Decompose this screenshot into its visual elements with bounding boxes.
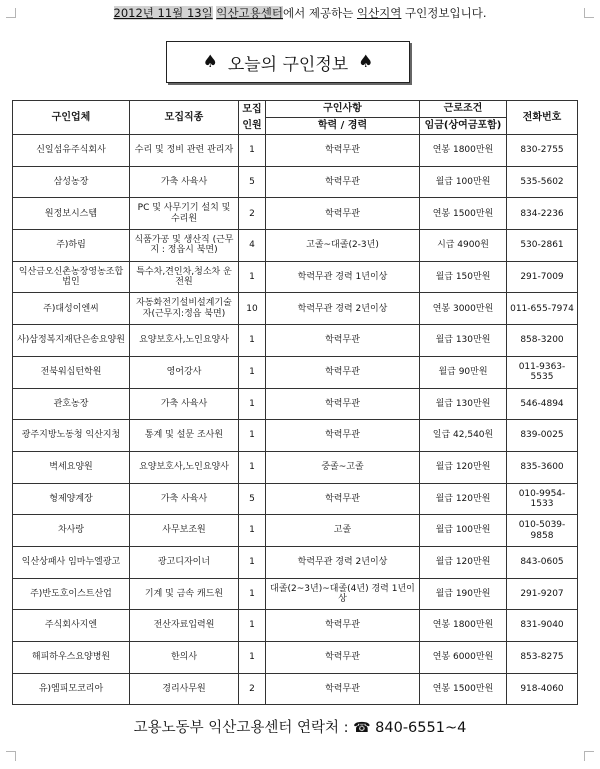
cell-pay: 월급 90만원 [420,356,507,388]
header-job-type: 모집직종 [130,101,239,135]
cell-count: 1 [239,356,266,388]
header-company: 구인업체 [13,101,130,135]
table-row [13,135,578,167]
cell-company: 해피하우스요양병원 [13,642,130,674]
header-date: 2012년 11월 13일 [113,6,213,20]
cell-requirement: 학력무관 [266,135,420,167]
cell-job-type: 가축 사육사 [130,388,239,420]
cell-phone: 291-9207 [507,578,578,610]
cell-company: 사)삼정복지재단은송요양원 [13,325,130,357]
cell-requirement: 학력무관 [266,610,420,642]
cell-requirement: 학력무관 [266,420,420,452]
table-row [13,515,578,547]
cell-phone: 831-9040 [507,610,578,642]
cell-company: 차사랑 [13,515,130,547]
cell-requirement: 학력무관 경력 2년이상 [266,293,420,325]
cell-phone: 546-4894 [507,388,578,420]
table-row [13,451,578,483]
cell-phone: 011-9363-5535 [507,356,578,388]
header-requirement: 구인사항 [266,101,420,118]
table-row [13,388,578,420]
table-row [13,673,578,705]
cell-count: 5 [239,483,266,515]
cell-pay: 연봉 3000만원 [420,293,507,325]
cell-pay: 월급 100만원 [420,515,507,547]
cell-pay: 월급 120만원 [420,483,507,515]
table-row [13,420,578,452]
footer-text: 고용노동부 익산고용센터 연락처 : [133,720,354,736]
cell-pay: 월급 130만원 [420,388,507,420]
cell-pay: 월급 120만원 [420,451,507,483]
cell-count: 1 [239,578,266,610]
cell-phone: 858-3200 [507,325,578,357]
cell-pay: 연봉 1500만원 [420,198,507,230]
cell-company: 주)반도호이스트산업 [13,578,130,610]
cell-company: 익산금오신촌농장영농조합법인 [13,261,130,293]
spade-icon-left: ♠ [202,51,218,72]
phone-icon: ☎ [353,720,371,736]
cell-count: 2 [239,198,266,230]
cell-count: 1 [239,261,266,293]
corner-mark-bottom-right [584,751,594,761]
header-count-bottom: 인원 [239,118,266,135]
header-conditions: 근로조건 [420,101,507,118]
cell-phone: 291-7009 [507,261,578,293]
header-count-top: 모집 [239,101,266,118]
cell-company: 광주지방노동청 익산지청 [13,420,130,452]
table-row [13,230,578,262]
table-row [13,325,578,357]
cell-company: 형제양계장 [13,483,130,515]
cell-requirement: 고졸~대졸(2-3년) [266,230,420,262]
cell-company: 삼성농장 [13,166,130,198]
table-row [13,293,578,325]
cell-job-type: 광고디자이너 [130,546,239,578]
table-row [13,642,578,674]
cell-phone: 830-2755 [507,135,578,167]
table-row [13,261,578,293]
page-title: 오늘의 구인정보 [227,54,349,75]
cell-phone: 834-2236 [507,198,578,230]
table-row [13,198,578,230]
corner-mark-bottom-left [6,751,16,761]
cell-phone: 843-0605 [507,546,578,578]
cell-company: 전북워십턴학원 [13,356,130,388]
cell-count: 1 [239,546,266,578]
cell-job-type: 한의사 [130,642,239,674]
footer-contact [0,716,600,737]
cell-job-type: PC 및 사무기기 설치 및 수리원 [130,198,239,230]
table-row [13,483,578,515]
cell-count: 1 [239,325,266,357]
cell-company: 벽세요양원 [13,451,130,483]
footer-phone: 840-6551~4 [370,720,467,736]
cell-pay: 월급 100만원 [420,166,507,198]
cell-job-type: 경리사무원 [130,673,239,705]
cell-count: 2 [239,673,266,705]
table-row [13,578,578,610]
cell-requirement: 학력무관 [266,198,420,230]
cell-job-type: 수리 및 정비 관련 관리자 [130,135,239,167]
header-region: 익산지역 [356,6,402,20]
cell-requirement: 학력무관 [266,673,420,705]
header-conditions-sub: 임금(상여금포함) [420,118,507,135]
cell-phone: 535-5602 [507,166,578,198]
cell-requirement: 학력무관 경력 1년이상 [266,261,420,293]
job-listings-table [12,100,578,705]
cell-phone: 010-5039-9858 [507,515,578,547]
header-tail-text: 구인정보입니다. [401,6,487,20]
cell-job-type: 영어강사 [130,356,239,388]
cell-count: 10 [239,293,266,325]
cell-job-type: 가축 사육사 [130,166,239,198]
cell-phone: 530-2861 [507,230,578,262]
cell-requirement: 학력무관 [266,356,420,388]
cell-job-type: 통계 및 설문 조사원 [130,420,239,452]
header-mid-text: 에서 제공하는 [283,6,357,20]
cell-job-type: 식품가공 및 생산직 (근무지 : 정읍시 북면) [130,230,239,262]
cell-pay: 월급 150만원 [420,261,507,293]
cell-count: 1 [239,610,266,642]
spade-icon-right: ♠ [358,51,374,72]
cell-phone: 839-0025 [507,420,578,452]
cell-pay: 일급 42,540원 [420,420,507,452]
table-row [13,546,578,578]
cell-requirement: 중졸~고졸 [266,451,420,483]
cell-job-type: 자동화전기설비설계기술자(근무지:정읍 북면) [130,293,239,325]
cell-pay: 연봉 6000만원 [420,642,507,674]
cell-requirement: 학력무관 [266,325,420,357]
cell-job-type: 특수차,견인차,청소차 운전원 [130,261,239,293]
cell-requirement: 학력무관 [266,166,420,198]
cell-job-type: 요양보호사,노인요양사 [130,451,239,483]
cell-count: 1 [239,135,266,167]
cell-phone: 011-655-7974 [507,293,578,325]
cell-company: 주)하림 [13,230,130,262]
cell-job-type: 전산자료입력원 [130,610,239,642]
cell-phone: 918-4060 [507,673,578,705]
cell-pay: 월급 120만원 [420,546,507,578]
cell-count: 1 [239,388,266,420]
cell-company: 유)엠피모코리아 [13,673,130,705]
cell-company: 관호농장 [13,388,130,420]
cell-company: 원정보시스템 [13,198,130,230]
cell-requirement: 대졸(2~3년)~대졸(4년) 경력 1년이상 [266,578,420,610]
cell-company: 익산상패사 임마누엘광고 [13,546,130,578]
table-row [13,610,578,642]
table-row [13,356,578,388]
cell-job-type: 요양보호사,노인요양사 [130,325,239,357]
header-center: 익산고용센터 [216,6,283,20]
cell-count: 1 [239,451,266,483]
cell-company: 주)대성이엔씨 [13,293,130,325]
cell-requirement: 학력무관 [266,642,420,674]
header-phone: 전화번호 [507,101,578,135]
cell-company: 신일섬유주식회사 [13,135,130,167]
cell-pay: 월급 190만원 [420,578,507,610]
cell-count: 1 [239,515,266,547]
header-line [0,5,600,21]
cell-company: 주식회사지엔 [13,610,130,642]
cell-phone: 853-8275 [507,642,578,674]
cell-phone: 010-9954-1533 [507,483,578,515]
cell-count: 1 [239,642,266,674]
cell-count: 5 [239,166,266,198]
cell-pay: 연봉 1800만원 [420,135,507,167]
cell-pay: 연봉 1800만원 [420,610,507,642]
cell-requirement: 학력무관 경력 2년이상 [266,546,420,578]
cell-pay: 시급 4900원 [420,230,507,262]
cell-job-type: 가축 사육사 [130,483,239,515]
cell-pay: 월급 130만원 [420,325,507,357]
page-title-box [166,41,410,83]
table-row [13,166,578,198]
cell-job-type: 기계 및 금속 캐드원 [130,578,239,610]
cell-job-type: 사무보조원 [130,515,239,547]
cell-requirement: 학력무관 [266,483,420,515]
cell-count: 1 [239,420,266,452]
cell-requirement: 학력무관 [266,388,420,420]
cell-phone: 835-3600 [507,451,578,483]
cell-requirement: 고졸 [266,515,420,547]
table-body [13,135,578,705]
cell-pay: 연봉 1500만원 [420,673,507,705]
header-requirement-sub: 학력 / 경력 [266,118,420,135]
cell-count: 4 [239,230,266,262]
